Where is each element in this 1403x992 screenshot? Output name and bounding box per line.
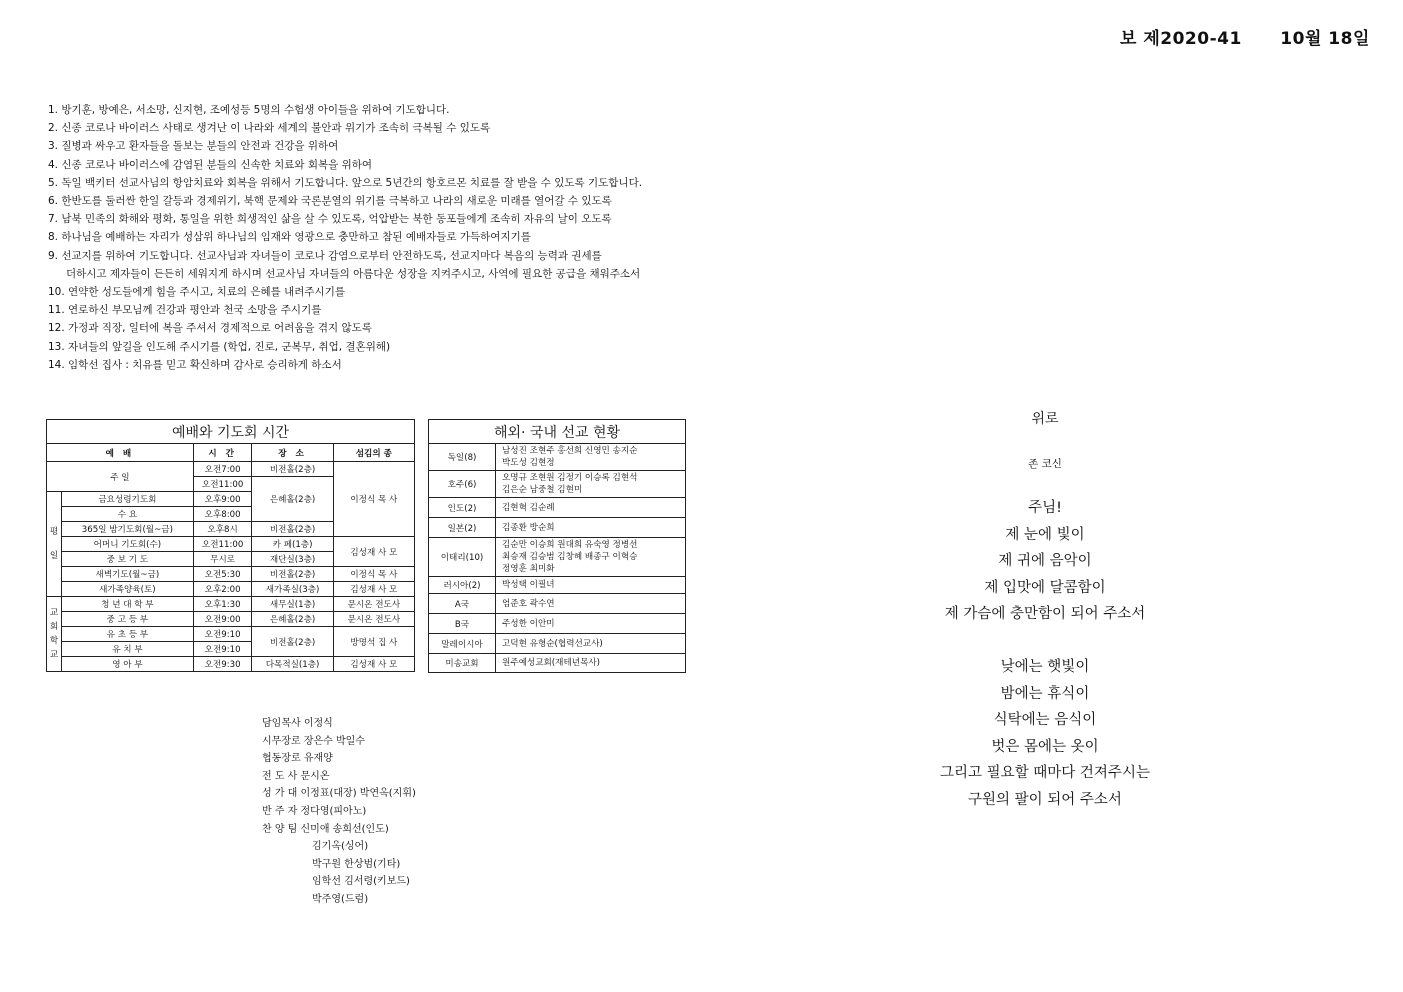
bulletin-number-date: 보 제2020-41 10월 18일	[1120, 29, 1370, 49]
service-name: 새벽기도(월~금)	[61, 567, 193, 582]
poem-line: 식탁에는 음식이	[993, 712, 1097, 729]
table-row	[47, 462, 415, 477]
staff-line: 찬 양 팀 신미애 송희선(인도)	[262, 823, 389, 835]
column-header: 섬김의 종	[333, 444, 414, 462]
service-name: 어머니 기도회(수)	[61, 537, 193, 552]
time-cell: 오전11:00	[193, 477, 252, 492]
column-header: 예 배	[47, 444, 194, 462]
service-name: 금요성령기도회	[61, 492, 193, 507]
region-cell: 미송교회	[429, 654, 496, 673]
time-cell: 오후8시	[193, 522, 252, 537]
service-name: 유 치 부	[61, 642, 193, 657]
time-cell: 오후9:00	[193, 492, 252, 507]
column-header: 장 소	[252, 444, 333, 462]
time-cell: 오전9:10	[193, 627, 252, 642]
region-cell: 말레이시아	[429, 634, 496, 654]
poem-line: 밤에는 휴식이	[1000, 685, 1090, 702]
service-name: 유 초 등 부	[61, 627, 193, 642]
service-name: 영 아 부	[61, 657, 193, 672]
table-row	[47, 537, 415, 552]
poem-line: 구원의 팔이 되어 주소서	[968, 791, 1122, 808]
table-row	[429, 471, 686, 498]
prayer-item: 12. 가정과 직장, 일터에 복을 주셔서 경제적으로 어려움을 겪지 않도록	[48, 322, 372, 335]
stanza-gap	[880, 628, 1210, 654]
prayer-item-continued: 더하시고 제자들이 든든히 세워지게 하시며 선교사님 자녀들의 아름다운 성장을 지켜주시고, 사역에 필요한 공급을 채워주소서	[66, 267, 641, 280]
staff-line: 박주영(드럼)	[312, 893, 369, 905]
service-name: 수 요	[61, 507, 193, 522]
leader-cell: 방명석 집 사	[333, 627, 414, 657]
place-cell: 비전홀(2층)	[252, 627, 333, 657]
column-header: 시 간	[193, 444, 252, 462]
prayer-list	[48, 101, 708, 374]
table-row	[429, 634, 686, 654]
staff-line: 박구원 한상범(기타)	[312, 858, 401, 870]
names-cell: 남성진 조현주 홍선희 신영민 송지순 박도성 김현정	[496, 444, 686, 471]
poem-line: 주님!	[1028, 500, 1062, 516]
place-cell: 은혜홀(2층)	[252, 477, 333, 522]
leader-cell: 문시온 전도사	[333, 612, 414, 627]
place-cell: 다목적실(1층)	[252, 657, 333, 672]
place-cell: 재단실(3층)	[252, 552, 333, 567]
names-cell: 고덕현 유형순(협력선교사)	[496, 634, 686, 654]
prayer-item: 13. 자녀들의 앞길을 인도해 주시기를 (학업, 진로, 군복무, 취업, 결혼위해)	[48, 340, 391, 353]
sunday-label: 주 일	[47, 462, 194, 492]
place-cell: 비전홀(2층)	[252, 462, 333, 477]
names-cell: 원주예성교회(재테년목사)	[496, 654, 686, 673]
prayer-item: 2. 신종 코로나 바이러스 사태로 생겨난 이 나라와 세계의 불안과 위기가 조속히 극복될 수 있도록	[48, 122, 491, 135]
service-name: 청 년 대 학 부	[61, 597, 193, 612]
poem-title: 위로	[1031, 411, 1059, 427]
names-cell: 주성한 이안미	[496, 614, 686, 634]
leader-cell: 이정식 목 사	[333, 567, 414, 582]
place-cell: 카 페(1층)	[252, 537, 333, 552]
table-row	[429, 594, 686, 614]
time-cell: 무시로	[193, 552, 252, 567]
table-row	[429, 654, 686, 673]
prayer-item: 6. 한반도를 둘러싼 한일 갈등과 경제위기, 북핵 문제와 국론분열의 위기를 극복하고 나라의 새로운 미래를 열어갈 수 있도록	[48, 195, 612, 208]
time-cell: 오전9:30	[193, 657, 252, 672]
time-cell: 오전11:00	[193, 537, 252, 552]
time-cell: 오후2:00	[193, 582, 252, 597]
prayer-item: 9. 선교지를 위하여 기도합니다. 선교사님과 자녀들이 코로나 감염으로부터 안전하도록, 선교지마다 복음의 능력과 권세를	[48, 249, 602, 262]
prayer-item: 4. 신종 코로나 바이러스에 감염된 분들의 신속한 치료와 회복을 위하여	[48, 158, 373, 171]
staff-line: 성 가 대 이정표(대장) 박연옥(지휘)	[262, 788, 416, 800]
names-cell: 박성택 이필녀	[496, 577, 686, 594]
poem-line: 그리고 필요할 때마다 건져주시는	[940, 765, 1150, 782]
prayer-item: 3. 질병과 싸우고 환자들을 돌보는 분들의 안전과 건강을 위하여	[48, 140, 339, 153]
table-row	[47, 612, 415, 627]
poem-line: 제 눈에 빛이	[1005, 526, 1085, 543]
region-cell: 호주(6)	[429, 471, 496, 498]
region-cell: 일본(2)	[429, 518, 496, 538]
leader-cell: 이정식 목 사	[333, 462, 414, 537]
service-name: 새가족양육(토)	[61, 582, 193, 597]
table-row	[47, 627, 415, 642]
staff-line: 반 주 자 정다영(피아노)	[262, 805, 367, 817]
service-name: 중 고 등 부	[61, 612, 193, 627]
worship-schedule-table	[46, 419, 415, 672]
names-cell: 김순만 이승희 원대희 유숙영 정병선 최승재 김승범 김창혜 배종구 이혁승 정영훈 최미화	[496, 538, 686, 577]
poem-line: 제 귀에 음악이	[998, 553, 1092, 570]
time-cell: 오전9:00	[193, 612, 252, 627]
prayer-item: 5. 독일 백키터 선교사님의 항암치료와 회복을 위해서 기도합니다. 앞으로 5년간의 항호르몬 치료를 잘 받을 수 있도록 기도합니다.	[48, 176, 643, 189]
leader-cell: 문시온 전도사	[333, 597, 414, 612]
poem-line: 벗은 몸에는 옷이	[991, 738, 1099, 755]
service-name: 중 보 기 도	[61, 552, 193, 567]
place-cell: 비전홀(2층)	[252, 567, 333, 582]
staff-list	[262, 715, 416, 909]
prayer-item: 10. 연약한 성도들에게 힘을 주시고, 치료의 은혜를 내려주시기를	[48, 286, 345, 299]
region-cell: A국	[429, 594, 496, 614]
region-cell: 독일(8)	[429, 444, 496, 471]
region-cell: 이태리(10)	[429, 538, 496, 577]
region-cell: 러시아(2)	[429, 577, 496, 594]
prayer-item: 8. 하나님을 예배하는 자리가 성삼위 하나님의 임재와 영광으로 충만하고 참된 예배자들로 가득하여지기를	[48, 231, 531, 244]
table-row	[429, 498, 686, 518]
prayer-item: 7. 남북 민족의 화해와 평화, 통일을 위한 희생적인 삶을 살 수 있도록, 억압받는 북한 동포들에게 조속히 자유의 날이 오도록	[48, 213, 612, 226]
poem-line: 낮에는 햇빛이	[1000, 658, 1090, 675]
poem-line: 제 입맛에 달콤함이	[984, 579, 1106, 596]
weekday-label: 평일	[47, 492, 62, 597]
staff-line: 담임목사 이정식	[262, 718, 333, 729]
staff-line: 임학선 김서령(키보드)	[312, 876, 410, 888]
names-cell: 엄준호 곽수연	[496, 594, 686, 614]
place-cell: 새가족실(3층)	[252, 582, 333, 597]
poem-author: 존 코신	[1028, 458, 1062, 470]
poem	[880, 408, 1210, 814]
table-row	[429, 538, 686, 577]
table-row	[429, 444, 686, 471]
leader-cell: 김성재 사 모	[333, 537, 414, 567]
names-cell: 김종환 방순희	[496, 518, 686, 538]
names-cell: 오명규 조현원 김정기 이승록 김현석 김은순 남중철 김현미	[496, 471, 686, 498]
leader-cell: 김성재 사 모	[333, 657, 414, 672]
region-cell: B국	[429, 614, 496, 634]
table-row	[47, 657, 415, 672]
mission-status-table	[428, 419, 686, 673]
poem-line: 제 가슴에 충만함이 되어 주소서	[944, 606, 1146, 623]
worship-table-title: 예배와 기도회 시간	[47, 420, 415, 444]
staff-line: 전 도 사 문시온	[262, 770, 330, 782]
time-cell: 오후1:30	[193, 597, 252, 612]
region-cell: 인도(2)	[429, 498, 496, 518]
place-cell: 비전홀(2층)	[252, 522, 333, 537]
staff-line: 시무장로 장은수 박일수	[262, 735, 365, 747]
staff-line: 협동장로 유재양	[262, 753, 333, 765]
leader-cell: 김성재 사 모	[333, 582, 414, 597]
time-cell: 오전5:30	[193, 567, 252, 582]
time-cell: 오후8:00	[193, 507, 252, 522]
time-cell: 오전9:10	[193, 642, 252, 657]
prayer-item: 14. 임학선 집사 : 치유를 믿고 확신하며 감사로 승리하게 하소서	[48, 358, 342, 371]
place-cell: 은혜홀(2층)	[252, 612, 333, 627]
time-cell: 오전7:00	[193, 462, 252, 477]
prayer-item: 11. 연로하신 부모님께 건강과 평안과 천국 소망을 주시기를	[48, 304, 322, 317]
service-name: 365일 밤기도회(월~금)	[61, 522, 193, 537]
church-school-label: 교회학교	[47, 597, 62, 672]
table-row	[429, 614, 686, 634]
staff-line: 김기옥(싱어)	[312, 841, 369, 853]
table-row	[429, 577, 686, 594]
names-cell: 김현혁 김순례	[496, 498, 686, 518]
table-row	[47, 582, 415, 597]
place-cell: 새무실(1층)	[252, 597, 333, 612]
table-row	[47, 597, 415, 612]
prayer-item: 1. 방기훈, 방예은, 서소망, 신지현, 조예성등 5명의 수험생 아이들을 위하여 기도합니다.	[48, 104, 450, 116]
table-row	[429, 518, 686, 538]
table-row	[47, 567, 415, 582]
mission-table-title: 해외· 국내 선교 현황	[429, 420, 686, 444]
